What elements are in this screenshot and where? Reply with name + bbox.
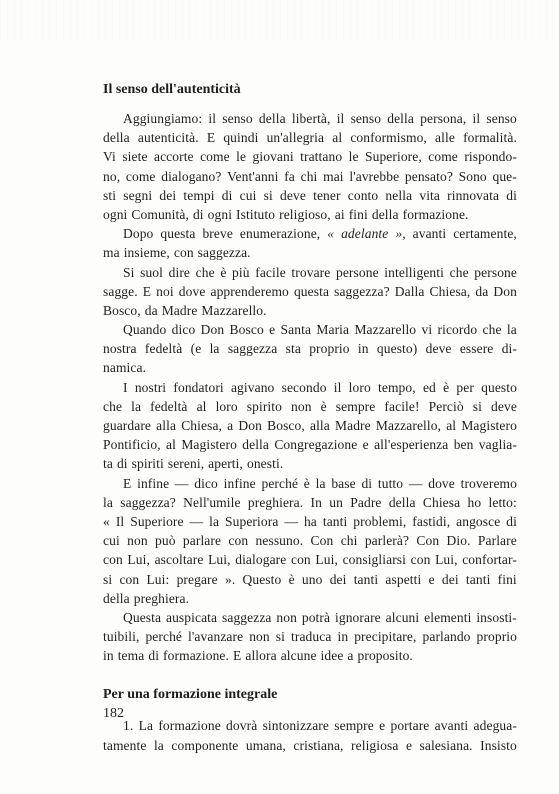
section-heading: Il senso dell'autenticità (103, 82, 241, 97)
document-page (103, 82, 517, 755)
text-line: Aggiungiamo: il senso della libertà, il senso della persona, il senso (123, 111, 517, 126)
section-heading: Per una formazione integrale (103, 687, 278, 703)
text-line: cui non può parlare con nessuno. Con chi parlerà? Con Dio. Parlare (103, 533, 517, 549)
text-line: in tema di formazione. E allora alcune idee a proposito. (103, 648, 413, 664)
text-line: Pontificio, al Magistero della Congregazione e all'esperienza ben vaglia- (103, 437, 517, 453)
text-line: tamente la componente umana, cristiana, religiosa e salesiana. Insisto (103, 737, 517, 753)
text-line: tuibili, perché l'avanzare non si traduca in precipitare, parlando proprio (103, 629, 517, 645)
text-line: della autenticità. E quindi un'allegria al conformismo, alle formalità. (103, 130, 517, 146)
text-line: Vi siete accorte come le giovani trattano le Superiore, come rispondo- (103, 149, 517, 165)
text-line: no, come dialogano? Vent'anni fa chi mai l'avrebbe pensato? Sono que- (103, 168, 517, 184)
text-line: la saggezza? Nell'umile preghiera. In un Padre della Chiesa ho letto: (103, 494, 517, 510)
text-line: namica. (103, 360, 147, 376)
text-line: 1. La formazione dovrà sintonizzare sempre e portare avanti adegua- (123, 718, 517, 734)
paragraph (103, 474, 517, 608)
text-line: « Il Superiore — la Superiora — ha tanti problemi, fastidi, angosce di (103, 513, 517, 529)
text-line: della preghiera. (103, 590, 190, 606)
text-line: ma insieme, con saggezza. (103, 245, 251, 261)
text-line: sagge. E noi dove apprenderemo questa saggezza? Dalla Chiesa, da Don (103, 283, 517, 299)
text-line: ogni Comunità, di ogni Istituto religioso, ai fini della formazione. (103, 206, 469, 222)
text-line: Si suol dire che è più facile trovare persone intelligenti che persone (123, 264, 517, 280)
paragraph (103, 378, 517, 474)
paragraph (103, 224, 517, 262)
text-line: Bosco, da Madre Mazzarello. (103, 302, 267, 318)
text-line: I nostri fondatori agivano secondo il loro tempo, ed è per questo (123, 379, 517, 395)
section-body (103, 109, 517, 665)
text-line: Quando dico Don Bosco e Santa Maria Mazzarello vi ricordo che la (123, 322, 517, 338)
paragraph (103, 608, 517, 666)
text-line: sti segni dei tempi di cui si deve tener conto nella vita rinnovata di (103, 187, 517, 203)
page-number: 182 (103, 706, 124, 721)
text-line: si con Lui: pregare ». Questo è uno dei tanti aspetti e dei tanti fini (103, 571, 517, 587)
text-line: con Lui, ascoltare Lui, dialogare con Lui, consigliarsi con Lui, confortar- (103, 552, 517, 568)
paragraph (103, 320, 517, 378)
paragraph (103, 263, 517, 321)
paragraph (103, 109, 517, 224)
text-line: nostra fedeltà (e la saggezza sta proprio in questo) deve essere di- (103, 341, 517, 357)
text-line: che la fedeltà al loro spirito non è sempre facile! Perciò si deve (103, 398, 517, 414)
text-line: Questa auspicata saggezza non potrà ignorare alcuni elementi insosti- (123, 609, 517, 625)
paragraph (103, 716, 517, 754)
scan-noise (0, 0, 559, 40)
text-line: ta di spiriti sereni, aperti, onesti. (103, 456, 284, 472)
section-body (103, 716, 517, 754)
text-line: guardare alla Chiesa, a Don Bosco, alla Madre Mazzarello, al Magistero (103, 418, 517, 433)
text-line: E infine — dico infine perché è la base di tutto — dove troveremo (123, 475, 517, 491)
text-line: Dopo questa breve enumerazione, « adelante », avanti certamente, (123, 226, 517, 242)
